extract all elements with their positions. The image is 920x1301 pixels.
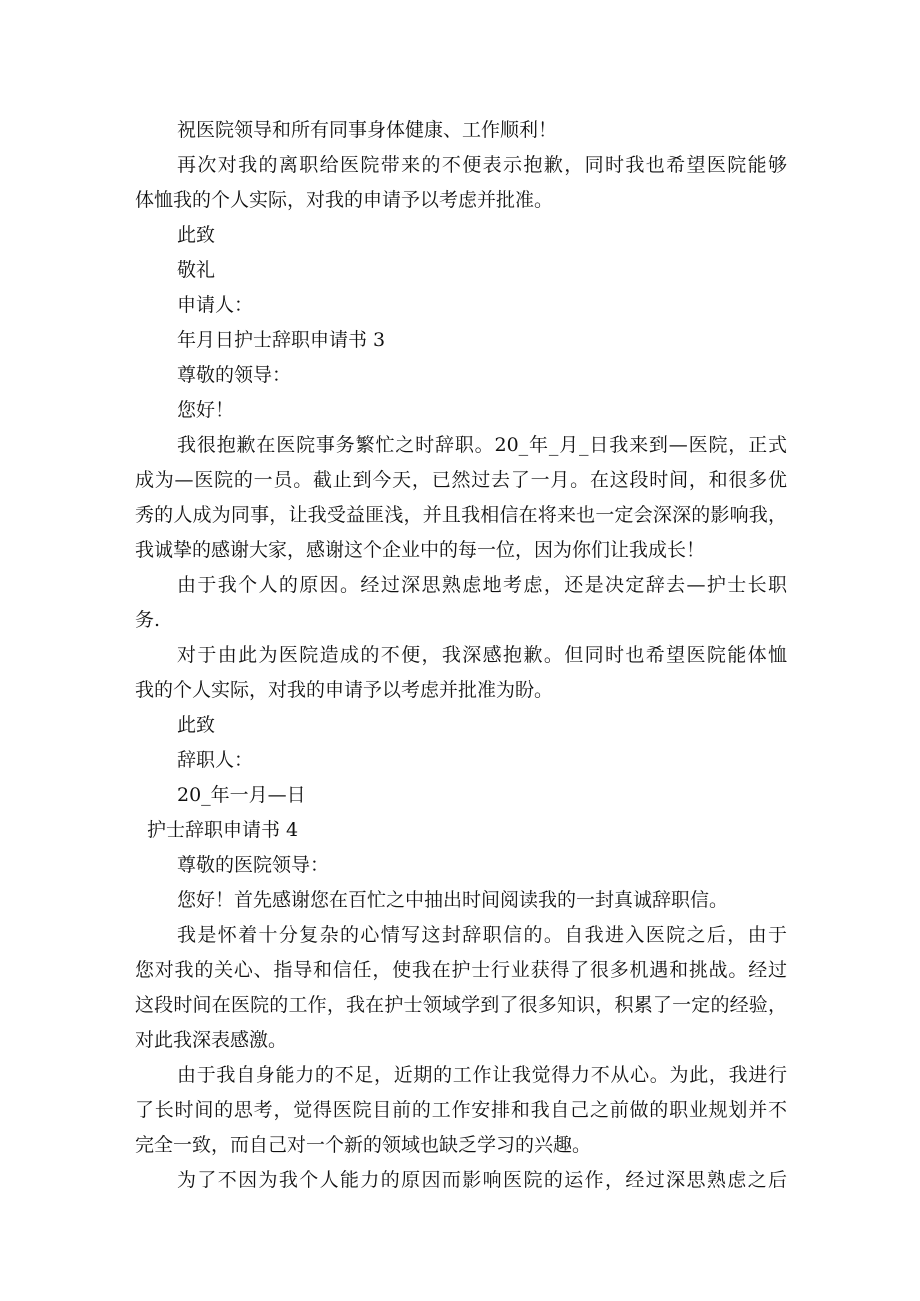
section-title-3: 年月日护士辞职申请书 3 bbox=[177, 329, 386, 351]
apology-line-2: 体恤我的个人实际，对我的申请予以考虑并批准。 bbox=[135, 189, 554, 211]
apology-line-1: 再次对我的离职给医院带来的不便表示抱歉，同时我也希望医院能够 bbox=[177, 154, 787, 176]
paragraph-line: 务. bbox=[135, 609, 161, 631]
paragraph-line: 我是怀着十分复杂的心情写这封辞职信的。自我进入医院之后，由于 bbox=[177, 924, 787, 946]
salutation-cizhi: 此致 bbox=[177, 714, 216, 736]
paragraph-line: 我的个人实际，对我的申请予以考虑并批准为盼。 bbox=[135, 679, 554, 701]
greeting-leader: 尊敬的领导： bbox=[177, 364, 292, 386]
applicant-label: 申请人： bbox=[177, 294, 254, 316]
paragraph-line: 成为—医院的一员。截止到今天，已然过去了一月。在这段时间，和很多优 bbox=[135, 469, 787, 491]
date-line: 20_年一月—日 bbox=[177, 784, 306, 806]
salutation-jingli: 敬礼 bbox=[177, 259, 216, 281]
greeting-hospital-leader: 尊敬的医院领导： bbox=[177, 854, 330, 876]
paragraph-line: 由于我自身能力的不足，近期的工作让我觉得力不从心。为此，我进行 bbox=[177, 1064, 787, 1086]
closing-wish-line: 祝医院领导和所有同事身体健康、工作顺利！ bbox=[177, 119, 558, 141]
greeting-hello: 您好！ bbox=[177, 399, 235, 421]
paragraph-line: 了长时间的思考，觉得医院目前的工作安排和我自己之前做的职业规划并不 bbox=[135, 1099, 787, 1121]
paragraph-line: 完全一致，而自己对一个新的领域也缺乏学习的兴趣。 bbox=[135, 1134, 592, 1156]
paragraph-line: 我诚挚的感谢大家，感谢这个企业中的每一位，因为你们让我成长！ bbox=[135, 539, 706, 561]
paragraph-line: 为了不因为我个人能力的原因而影响医院的运作，经过深思熟虑之后 bbox=[177, 1169, 787, 1191]
salutation-cizhi: 此致 bbox=[177, 224, 216, 246]
resigner-label: 辞职人： bbox=[177, 749, 254, 771]
paragraph-line: 我很抱歉在医院事务繁忙之时辞职。20_年_月_日我来到—医院，正式 bbox=[177, 434, 787, 456]
paragraph-line: 这段时间在医院的工作，我在护士领域学到了很多知识，积累了一定的经验， bbox=[135, 994, 787, 1016]
paragraph-line: 您好！首先感谢您在百忙之中抽出时间阅读我的一封真诚辞职信。 bbox=[177, 889, 729, 911]
paragraph-line: 对于由此为医院造成的不便，我深感抱歉。但同时也希望医院能体恤 bbox=[177, 644, 787, 666]
paragraph-line: 由于我个人的原因。经过深思熟虑地考虑，还是决定辞去—护士长职 bbox=[177, 574, 787, 596]
paragraph-line: 您对我的关心、指导和信任，使我在护士行业获得了很多机遇和挑战。经过 bbox=[135, 959, 787, 981]
paragraph-line: 对此我深表感激。 bbox=[135, 1029, 288, 1051]
paragraph-line: 秀的人成为同事，让我受益匪浅，并且我相信在将来也一定会深深的影响我， bbox=[135, 504, 787, 526]
section-title-4: 护士辞职申请书 4 bbox=[147, 819, 299, 841]
